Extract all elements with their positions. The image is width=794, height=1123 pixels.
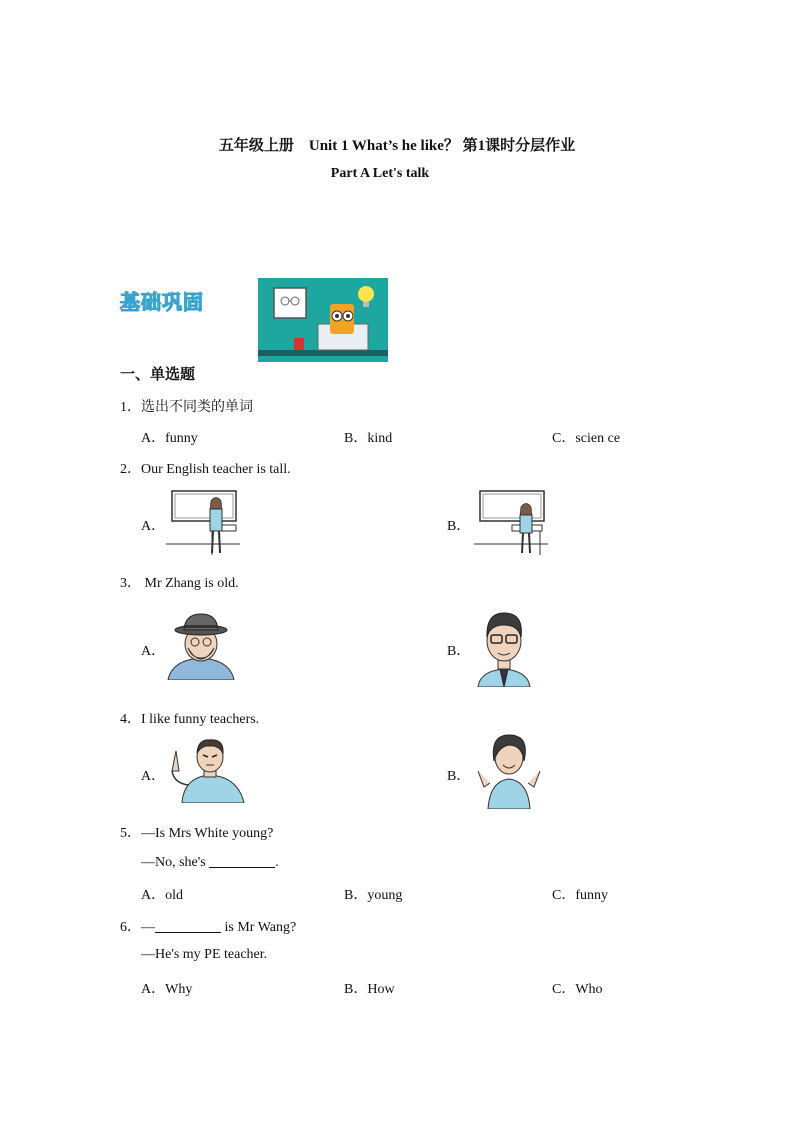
q3-option-a[interactable]: A． <box>141 644 166 659</box>
q5-reply: —No, she's . <box>141 855 279 870</box>
old-man-picture[interactable] <box>166 612 236 680</box>
question-1 <box>120 396 253 416</box>
question-number: 6． <box>120 920 141 935</box>
question-2 <box>120 458 291 478</box>
q5-option-b[interactable]: B．young <box>344 888 403 903</box>
answer-blank[interactable] <box>155 918 221 933</box>
question-number: 3． <box>120 576 141 591</box>
question-number: 1． <box>120 400 141 415</box>
answer-blank[interactable] <box>209 853 275 868</box>
q5-option-a[interactable]: A．old <box>141 888 184 903</box>
question-stem: I like funny teachers. <box>141 712 260 727</box>
q1-option-b[interactable]: B．kind <box>344 431 393 446</box>
q1-option-a[interactable]: A．funny <box>141 431 198 446</box>
q6-option-c[interactable]: C．Who <box>552 982 603 997</box>
question-3 <box>120 572 239 592</box>
question-5 <box>120 822 273 842</box>
smiling-woman-picture[interactable] <box>474 731 544 809</box>
question-number: 2． <box>120 462 141 477</box>
worksheet-title: 五年级上册 Unit 1 What’s he like？ 第1课时分层作业 <box>218 138 576 154</box>
worksheet-subtitle: Part A Let's talk <box>330 166 430 181</box>
q2-option-b[interactable]: B． <box>447 519 471 534</box>
section-heading: 一、单选题 <box>120 367 196 383</box>
q2-option-a[interactable]: A． <box>141 519 166 534</box>
question-stem: 选出不同类的单词 <box>141 400 253 415</box>
q4-option-a[interactable]: A． <box>141 769 166 784</box>
question-number: 4． <box>120 712 141 727</box>
classroom-illustration <box>258 278 388 362</box>
q4-option-b[interactable]: B． <box>447 769 471 784</box>
q6-reply: —He's my PE teacher. <box>141 947 268 962</box>
q3-option-b[interactable]: B． <box>447 644 471 659</box>
q6-option-a[interactable]: A．Why <box>141 982 193 997</box>
question-stem: Mr Zhang is old. <box>141 576 239 591</box>
question-6: 6．— is Mr Wang? <box>120 920 297 935</box>
q1-option-c[interactable]: C．scien ce <box>552 431 621 446</box>
question-4 <box>120 708 259 728</box>
young-man-picture[interactable] <box>474 609 534 687</box>
short-teacher-picture[interactable] <box>474 489 548 557</box>
section-banner: 基础巩固 <box>120 290 204 314</box>
question-number: 5． <box>120 826 141 841</box>
tall-teacher-picture[interactable] <box>166 489 240 557</box>
q5-option-c[interactable]: C．funny <box>552 888 609 903</box>
serious-man-picture[interactable] <box>166 737 250 803</box>
question-stem: —Is Mrs White young? <box>141 826 274 841</box>
question-stem: Our English teacher is tall. <box>141 462 291 477</box>
q6-option-b[interactable]: B．How <box>344 982 395 997</box>
